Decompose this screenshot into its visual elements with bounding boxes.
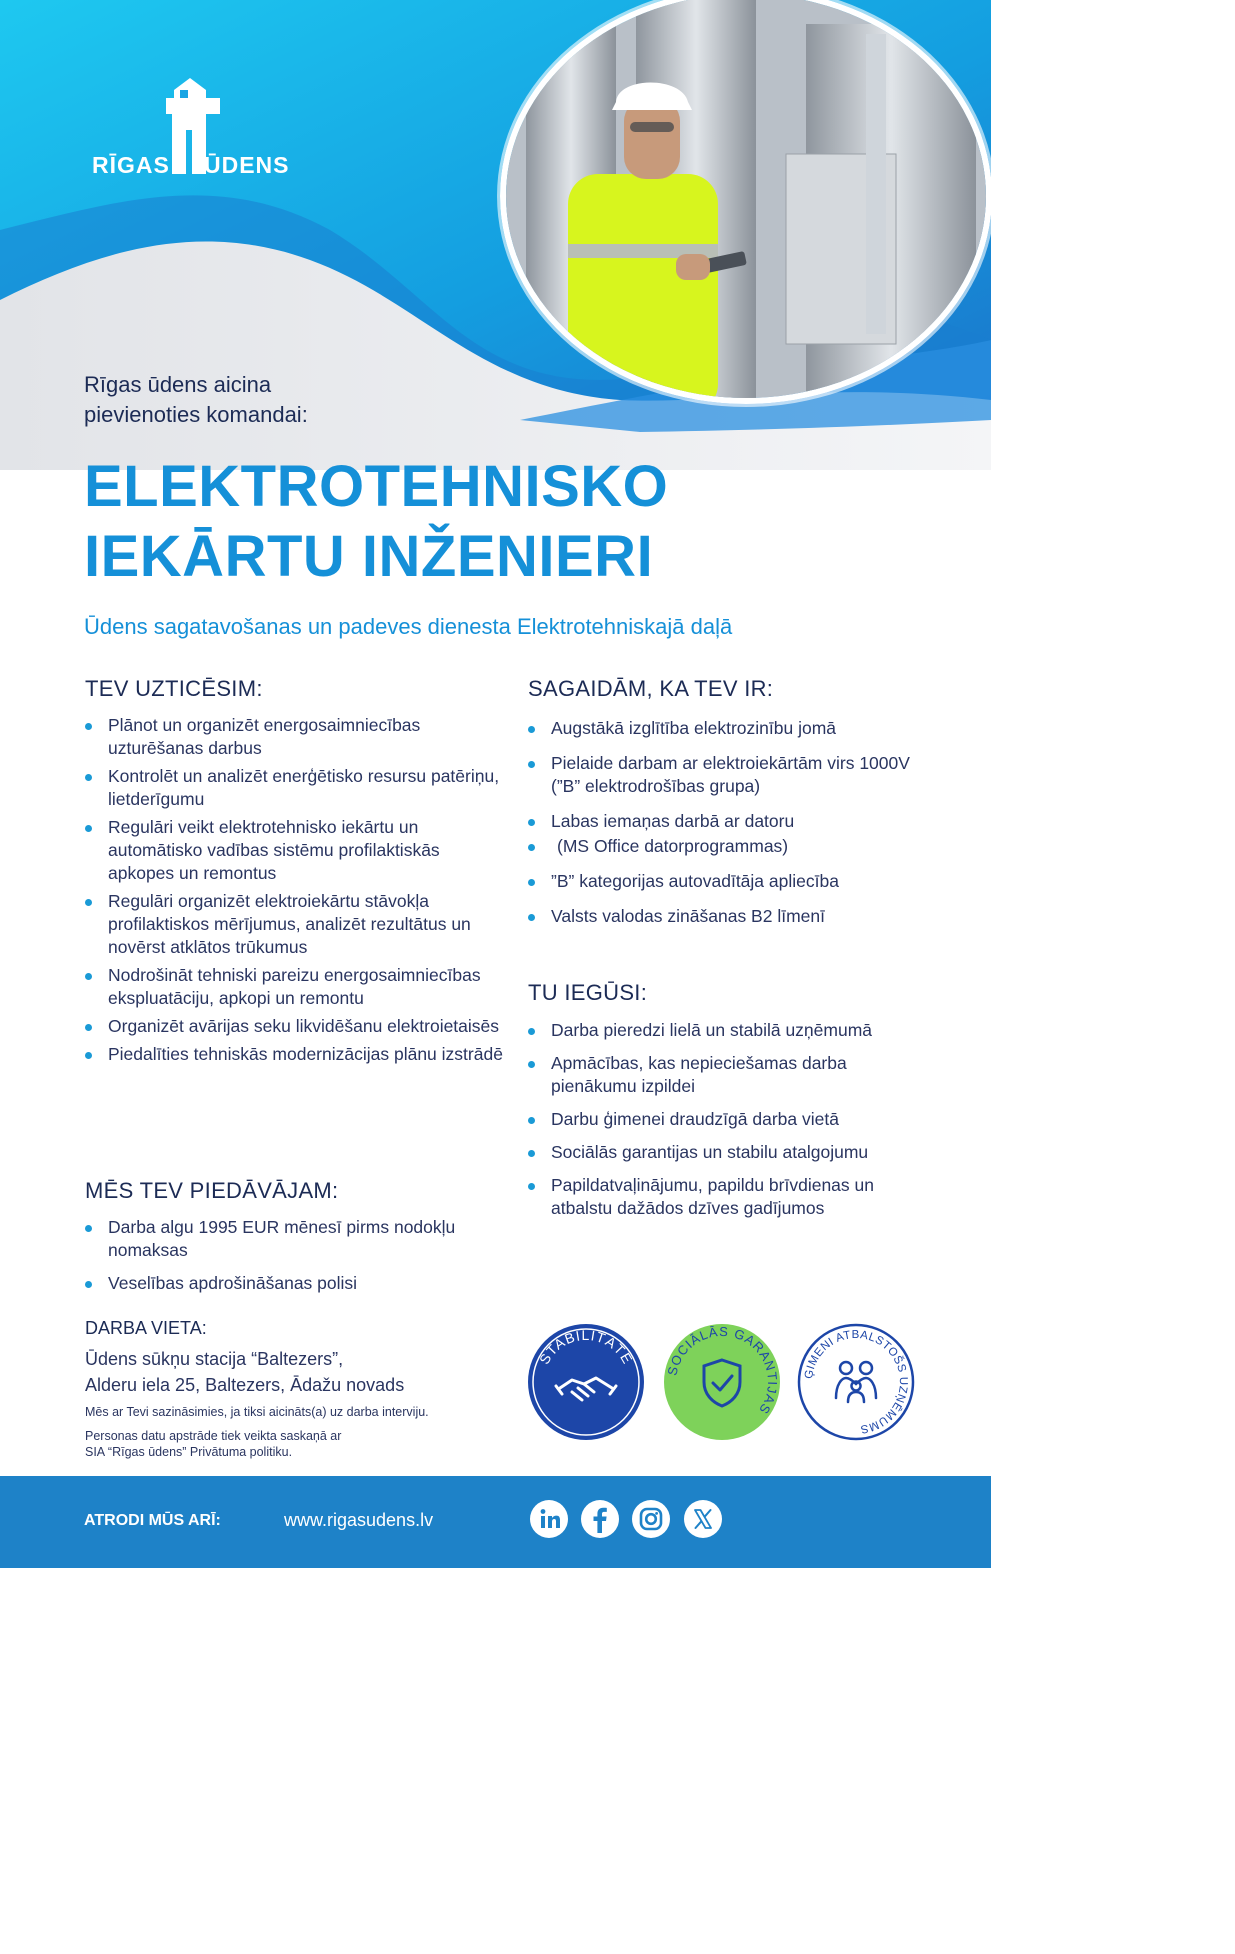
list-item: Darba pieredzi lielā un stabilā uzņēmumā — [527, 1019, 927, 1042]
department-subtitle: Ūdens sagatavošanas un padeves dienesta Elektrotehniskajā daļā — [84, 614, 733, 639]
workplace-heading: DARBA VIETA: — [85, 1318, 207, 1338]
workplace-line-1: Ūdens sūkņu stacija “Baltezers”, — [85, 1349, 344, 1369]
list-item: Organizēt avārijas seku likvidēšanu elektroietaisēs — [84, 1015, 504, 1038]
list-item: Plānot un organizēt energosaimniecības uzturēšanas darbus — [84, 714, 504, 760]
list-item: Augstākā izglītība elektrozinību jomā — [527, 717, 927, 740]
list-item: Veselības apdrošināšanas polisi — [84, 1272, 484, 1295]
list-item: Kontrolēt un analizēt enerģētisko resursu patēriņu, lietderīgumu — [84, 765, 504, 811]
social-badge-text: SOCIĀLĀS GARANTIJAS — [664, 1323, 781, 1418]
list-item: Sociālās garantijas un stabilu atalgojumu — [527, 1141, 927, 1164]
logo-text-left: RĪGAS — [92, 152, 170, 178]
trust-heading: TEV UZTICĒSIM: — [85, 676, 263, 701]
x-twitter-icon[interactable] — [684, 1500, 722, 1538]
list-item-continuation: (MS Office datorprogrammas) — [527, 835, 927, 858]
stability-badge — [526, 1322, 646, 1442]
rigas-udens-logo — [86, 70, 306, 190]
website-link[interactable]: www.rigasudens.lv — [284, 1510, 434, 1530]
list-item: Labas iemaņas darbā ar datoru — [527, 810, 927, 833]
trust-list — [84, 714, 504, 1066]
intro-line-1: Rīgas ūdens aicina — [84, 372, 272, 397]
family-friendly-badge — [796, 1322, 916, 1442]
engineer-photo — [500, 0, 991, 404]
list-item: Nodrošināt tehniski pareizu energosaimniecības ekspluatāciju, apkopi un remontu — [84, 964, 504, 1010]
workplace-line-2: Alderu iela 25, Baltezers, Ādažu novads — [85, 1375, 405, 1395]
privacy-note — [85, 1428, 341, 1460]
list-item: Darba algu 1995 EUR mēnesī pirms nodokļu nomaksas — [84, 1216, 484, 1262]
offer-list — [84, 1216, 484, 1295]
list-item: Papildatvaļinājumu, papildu brīvdienas un atbalstu dažādos dzīves gadījumos — [527, 1174, 927, 1220]
list-item: Piedalīties tehniskās modernizācijas plānu izstrādē — [84, 1043, 504, 1066]
list-item: Pielaide darbam ar elektroiekārtām virs 1000V (”B” elektrodrošības grupa) — [527, 752, 927, 798]
list-item: Valsts valodas zināšanas B2 līmenī — [527, 905, 927, 928]
contact-note: Mēs ar Tevi sazināsimies, ja tiksi aicināts(a) uz darba interviju. — [85, 1405, 429, 1419]
list-item: Apmācības, kas nepieciešamas darba pienākumu izpildei — [527, 1052, 927, 1098]
list-item: Darbu ģimenei draudzīgā darba vietā — [527, 1108, 927, 1131]
footer — [0, 1476, 991, 1568]
footer-label: ATRODI MŪS ARĪ: — [84, 1512, 221, 1529]
intro-line-2: pievienoties komandai: — [84, 402, 308, 427]
list-item: ”B” kategorijas autovadītāja apliecība — [527, 870, 927, 893]
instagram-icon[interactable] — [632, 1500, 670, 1538]
workplace-address — [85, 1346, 404, 1398]
list-item: Regulāri organizēt elektroiekārtu stāvokļa profilaktiskos mērījumus, analizēt rezultātus un novērst atklātos trūkumus — [84, 890, 504, 959]
logo-text-right: ŪDENS — [204, 152, 290, 178]
intro-text — [84, 370, 308, 430]
job-title-line-2: IEKĀRTU INŽENIERI — [84, 524, 654, 589]
engineer-illustration — [506, 0, 991, 404]
offer-heading: MĒS TEV PIEDĀVĀJAM: — [85, 1178, 339, 1203]
privacy-line-1: Personas datu apstrāde tiek veikta saskaņā ar — [85, 1429, 342, 1443]
benefits-list — [527, 1019, 927, 1220]
family-badge-text: ĢIMENI ATBALSTOŠS UZŅĒMUMS — [802, 1328, 910, 1435]
benefits-heading: TU IEGŪSI: — [528, 980, 648, 1005]
job-title-line-1: ELEKTROTEHNISKO — [84, 454, 669, 519]
stability-badge-text: STABILITĀTE — [535, 1326, 637, 1367]
list-item: Regulāri veikt elektrotehnisko iekārtu un automātisko vadības sistēmu profilaktiskās apkopes un remontus — [84, 816, 504, 885]
privacy-line-2: SIA “Rīgas ūdens” Privātuma politiku. — [85, 1445, 293, 1459]
requirements-heading: SAGAIDĀM, KA TEV IR: — [528, 676, 774, 701]
job-title — [84, 452, 668, 592]
facebook-icon[interactable] — [581, 1500, 619, 1538]
social-guarantees-badge — [662, 1322, 782, 1442]
requirements-list — [527, 717, 927, 928]
linkedin-icon[interactable] — [530, 1500, 568, 1538]
